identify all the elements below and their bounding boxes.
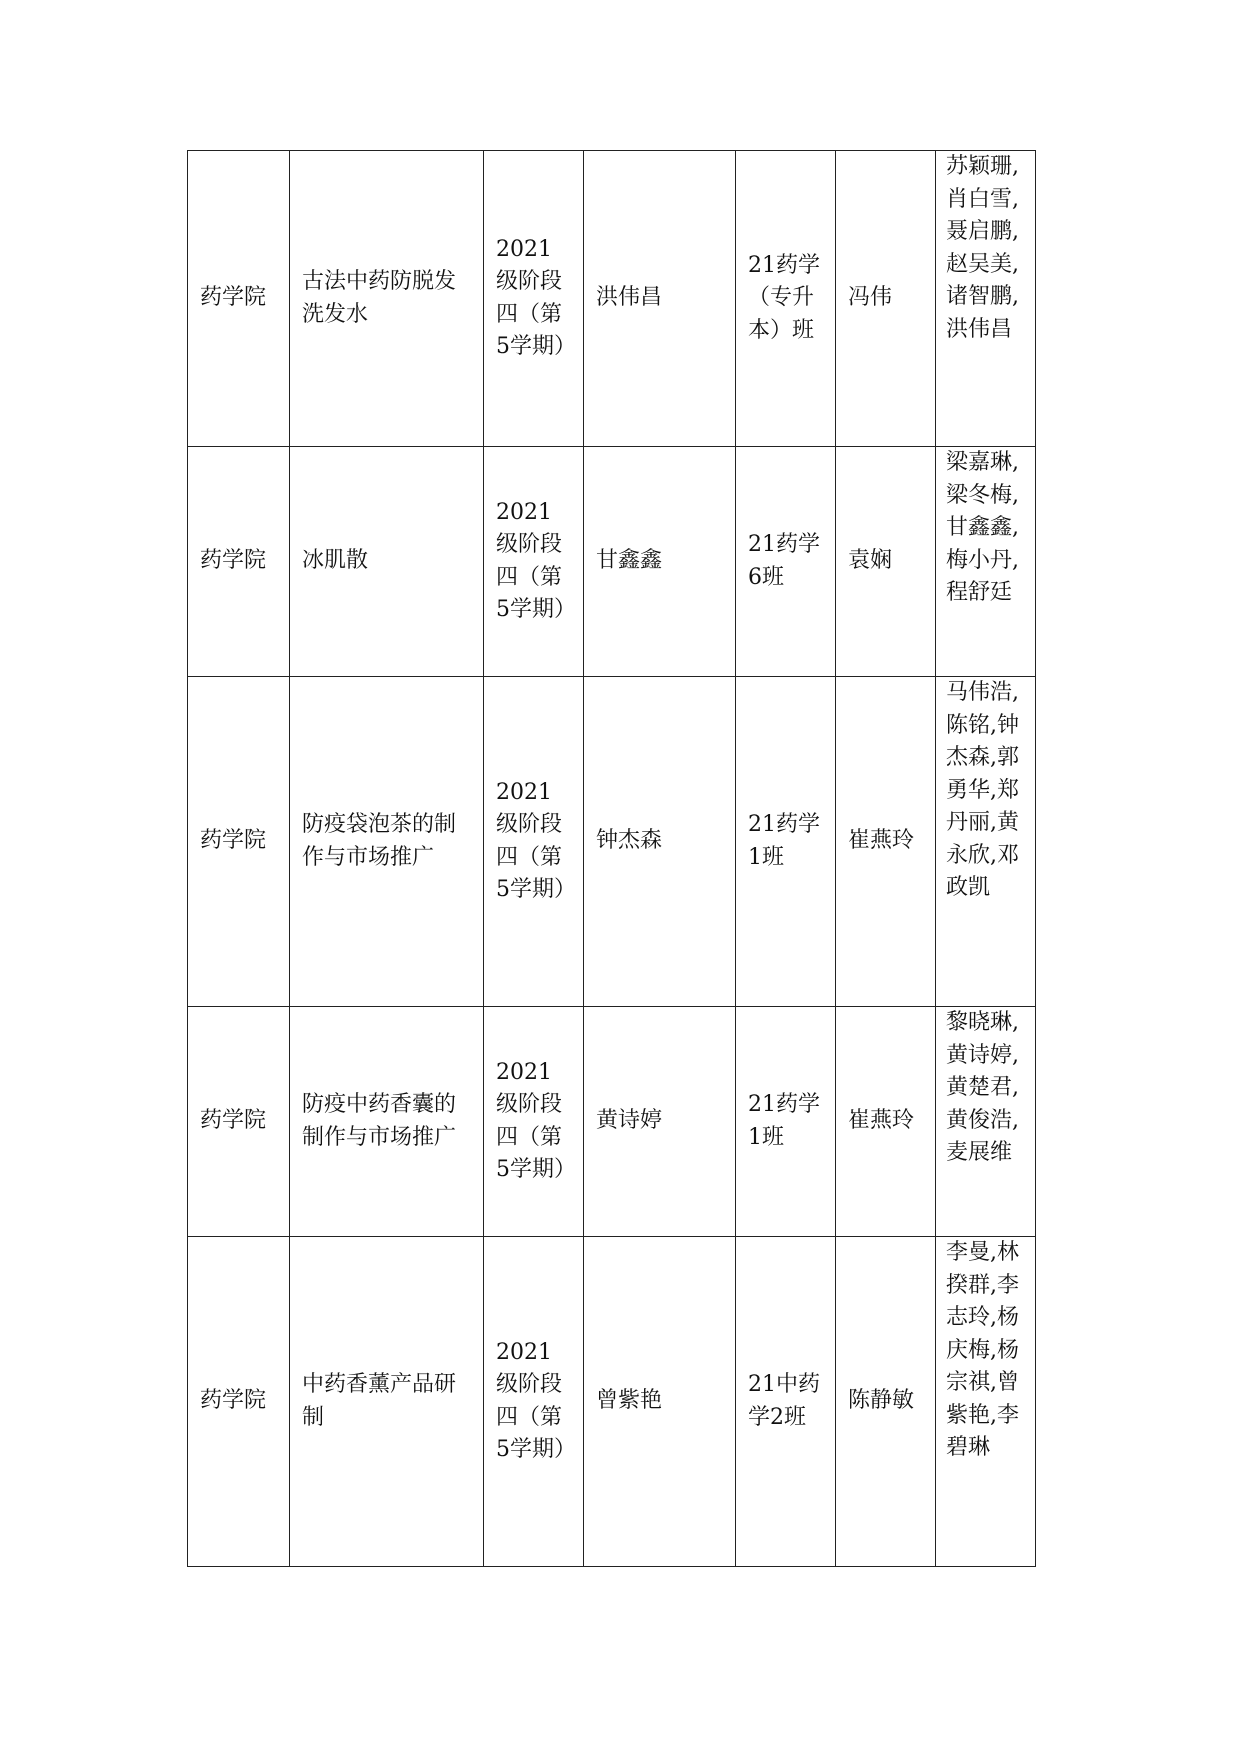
members-cell: 苏颖珊,肖白雪,聂启鹏,赵吴美,诸智鹏,洪伟昌 <box>936 151 1036 447</box>
advisor-cell: 陈静敏 <box>836 1237 936 1567</box>
class-cell: 21药学（专升本）班 <box>736 151 836 447</box>
members-cell: 李曼,林揆群,李志玲,杨庆梅,杨宗祺,曾紫艳,李碧琳 <box>936 1237 1036 1567</box>
project-cell: 古法中药防脱发洗发水 <box>290 151 484 447</box>
project-cell: 冰肌散 <box>290 447 484 677</box>
table-row <box>188 1007 1036 1237</box>
project-table <box>187 150 1036 1567</box>
members-cell: 马伟浩,陈铭,钟杰森,郭勇华,郑丹丽,黄永欣,邓政凯 <box>936 677 1036 1007</box>
college-cell: 药学院 <box>188 677 290 1007</box>
college-cell: 药学院 <box>188 1007 290 1237</box>
table-row <box>188 447 1036 677</box>
college-cell: 药学院 <box>188 151 290 447</box>
members-cell: 黎晓琳,黄诗婷,黄楚君,黄俊浩,麦展维 <box>936 1007 1036 1237</box>
project-cell: 防疫袋泡茶的制作与市场推广 <box>290 677 484 1007</box>
leader-cell: 洪伟昌 <box>584 151 736 447</box>
grade-cell: 2021级阶段四（第5学期） <box>484 677 584 1007</box>
college-cell: 药学院 <box>188 1237 290 1567</box>
project-cell: 防疫中药香囊的制作与市场推广 <box>290 1007 484 1237</box>
table-row <box>188 151 1036 447</box>
members-cell: 梁嘉琳,梁冬梅,甘鑫鑫,梅小丹,程舒廷 <box>936 447 1036 677</box>
grade-cell: 2021级阶段四（第5学期） <box>484 1007 584 1237</box>
college-cell: 药学院 <box>188 447 290 677</box>
project-cell: 中药香薰产品研制 <box>290 1237 484 1567</box>
grade-cell: 2021级阶段四（第5学期） <box>484 151 584 447</box>
leader-cell: 曾紫艳 <box>584 1237 736 1567</box>
leader-cell: 甘鑫鑫 <box>584 447 736 677</box>
class-cell: 21药学1班 <box>736 1007 836 1237</box>
table-row <box>188 677 1036 1007</box>
advisor-cell: 袁娴 <box>836 447 936 677</box>
advisor-cell: 冯伟 <box>836 151 936 447</box>
leader-cell: 钟杰森 <box>584 677 736 1007</box>
class-cell: 21中药学2班 <box>736 1237 836 1567</box>
class-cell: 21药学1班 <box>736 677 836 1007</box>
advisor-cell: 崔燕玲 <box>836 1007 936 1237</box>
class-cell: 21药学6班 <box>736 447 836 677</box>
leader-cell: 黄诗婷 <box>584 1007 736 1237</box>
advisor-cell: 崔燕玲 <box>836 677 936 1007</box>
grade-cell: 2021级阶段四（第5学期） <box>484 1237 584 1567</box>
table-row <box>188 1237 1036 1567</box>
grade-cell: 2021级阶段四（第5学期） <box>484 447 584 677</box>
